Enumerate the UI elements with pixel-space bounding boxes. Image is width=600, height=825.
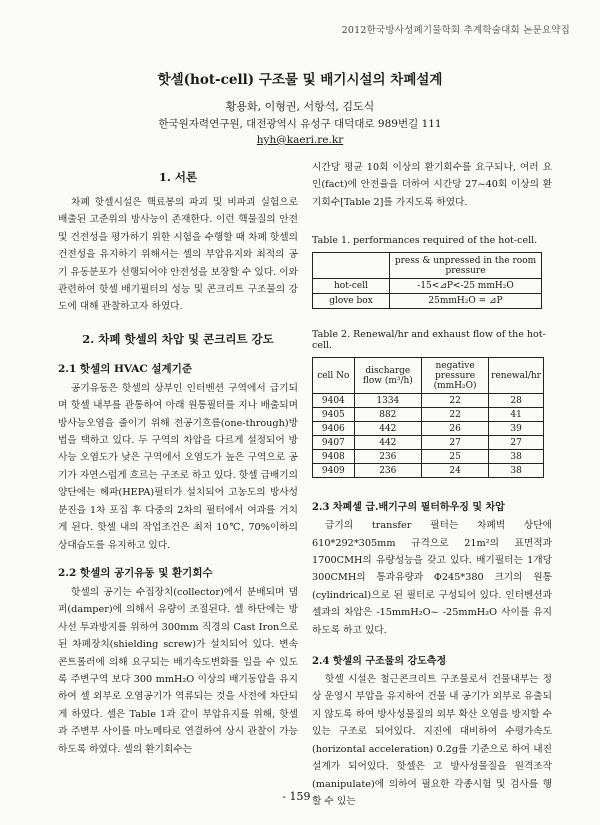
running-header: 2012한국방사성폐기물학회 추계학술대회 논문요약집 bbox=[341, 25, 570, 36]
table-2-caption: Table 2. Renewal/hr and exhaust flow of the hot-cell. bbox=[312, 329, 546, 352]
table-cell: 236 bbox=[354, 464, 421, 478]
affiliation: 한국원자력연구원, 대전광역시 유성구 대덕대로 989번길 111 bbox=[158, 118, 442, 130]
table-cell: 24 bbox=[421, 464, 488, 478]
table-cell: 27 bbox=[489, 436, 544, 450]
table-header-cell: cell No bbox=[313, 358, 355, 394]
table-cell: 22 bbox=[421, 408, 488, 422]
table-cell: 882 bbox=[354, 408, 421, 422]
table-row bbox=[313, 464, 544, 478]
section-2-3-heading: 2.3 차폐셀 급.배기구의 필터하우징 및 차압 bbox=[312, 502, 505, 514]
table-cell: 236 bbox=[354, 450, 421, 464]
table-cell: glove box bbox=[313, 294, 390, 309]
section-2-heading: 2. 차폐 핫셀의 차압 및 콘크리트 강도 bbox=[82, 331, 274, 346]
table-row bbox=[313, 279, 542, 294]
continued-text: 시간당 평균 10회 이상의 환기회수를 요구되나, 여러 요인(fact)에 안전율을 더하여 시간당 27~40회 이상의 환기회수[Table 2]를 가지도록 하였다. bbox=[312, 162, 552, 208]
table-header-cell: negative pressure (mmH₂O) bbox=[421, 358, 488, 394]
section-2-1-text: 공기유동은 핫셀의 상부인 인터벤션 구역에서 급기되며 핫셀 내부를 관통하여 아래 원통필터를 지나 배출되며 방사능오염을 줄이기 위해 전공기흐름(one-through)방법을 택하고 있다. 두 구역의 차압을 다르게 설정되어 방사능 오염도가 낮은 구역에서 오염도가 높은 구역으로 공기가 자연스럽게 흐르는 구조로 하고 있다. 핫셀 급배기의 양단에는 헤파(HEPA)필터가 설치되어 고농도의 방사성 분진을 1차 포집 후 다중의 2차의 필터에서 여과를 거치게 된다. 핫셀 내의 작업조건은 최저 10℃, 70%이하의 상대습도를 유지하고 있다. bbox=[58, 382, 298, 551]
table-row bbox=[313, 294, 542, 309]
table-cell: 9409 bbox=[313, 464, 355, 478]
table-row bbox=[313, 436, 544, 450]
table-header-cell: press & unpressed in the room pressure bbox=[390, 253, 542, 279]
table-header-cell: discharge flow (m³/h) bbox=[354, 358, 421, 394]
table-row bbox=[313, 450, 544, 464]
author-email[interactable]: hyh@kaeri.re.kr bbox=[256, 134, 344, 146]
table-row bbox=[313, 394, 544, 408]
section-2-4-heading: 2.4 핫셀의 구조물의 강도측정 bbox=[312, 656, 447, 668]
table-cell: 442 bbox=[354, 422, 421, 436]
table-cell: 28 bbox=[489, 394, 544, 408]
table-cell: 26 bbox=[421, 422, 488, 436]
section-2-2-heading: 2.2 핫셀의 공기유동 및 환기회수 bbox=[58, 566, 213, 579]
page-number: - 159 - bbox=[282, 790, 318, 803]
table-cell: 9406 bbox=[313, 422, 355, 436]
table-header-row bbox=[313, 358, 544, 394]
table-cell: 9408 bbox=[313, 450, 355, 464]
right-column bbox=[312, 150, 552, 810]
author-list: 황용화, 이형권, 서항석, 김도식 bbox=[225, 100, 375, 113]
table-cell: 25 bbox=[421, 450, 488, 464]
section-2-3-text: 급기의 transfer 필터는 차폐벽 상단에 610*292*305mm 규격으로 21m²의 표면적과 1700CMH의 유량성능을 갖고 있다. 배기필터는 1개당 300CMH의 통과유량과 Φ245*380 크기의 원통(cylindrical)으로 된 필터로 구성되어 있다. 인터벤션과 셀과의 차압은 -15mmH₂O~ -25mmH₂O 사이를 유지하도록 하고 있다. bbox=[312, 520, 552, 636]
table-cell: -15<⊿P<-25 mmH₂O bbox=[390, 279, 542, 294]
section-1-heading: 1. 서론 bbox=[158, 170, 198, 184]
table-cell: hot-cell bbox=[313, 279, 390, 294]
table-cell: 9405 bbox=[313, 408, 355, 422]
table-cell: 41 bbox=[489, 408, 544, 422]
section-1-text: 차폐 핫셀시설은 핵료봉의 파괴 및 비파괴 실험으로 배출된 고준위의 방사능이 존재한다. 이런 핵물질의 안전 및 건전성을 평가하기 위한 시험을 수행할 때 차폐 핫셀의 건전성을 유지하기 위해서는 셀의 부압유지와 최적의 공기 유동분포가 선행되어야 안전성을 보장할 수 있다. 이와 관련하여 핫셀 배기필터의 성능 및 콘크리트 구조물의 강도에 대해 관찰하고자 하였다. bbox=[58, 197, 298, 313]
section-2-2-text: 핫셀의 공기는 수집장치(collector)에서 분배되며 댐퍼(damper)에 의해서 유량이 조절된다. 셀 하단에는 방사선 투과방지를 위하여 300mm 직경의 Cast Iron으로 된 차폐장치(shielding screw)가 설치되어 있다. 변속 콘트롤러에 의해 요구되는 배기속도변화를 일을 수 있도록 주변구역 보다 300 mmH₂O 이상의 배기동압을 유지하여 셀 외부로 오염공기가 역류되는 것을 사전에 차단되게 하였다. 셀은 Table 1과 같이 부압유지를 위해, 핫셀과 주변부 사이를 마노메타로 연결하여 상시 관찰이 가능하도록 하였다. 셀의 환기회수는 bbox=[58, 586, 298, 755]
section-2-1-heading: 2.1 핫셀의 HVAC 설계기준 bbox=[58, 362, 192, 375]
table-cell: 9407 bbox=[313, 436, 355, 450]
table-cell: 442 bbox=[354, 436, 421, 450]
table-cell: 38 bbox=[489, 450, 544, 464]
table-1-caption: Table 1. performances required of the hot-cell. bbox=[312, 235, 538, 247]
paper-title: 핫셀(hot-cell) 구조물 및 배기시설의 차폐설계 bbox=[157, 72, 443, 88]
table-cell: 22 bbox=[421, 394, 488, 408]
table-cell: 27 bbox=[421, 436, 488, 450]
left-column bbox=[58, 150, 298, 758]
table-2 bbox=[312, 357, 544, 478]
table-cell: 39 bbox=[489, 422, 544, 436]
table-cell: 1334 bbox=[354, 394, 421, 408]
table-cell: 25mmH₂O = ⊿P bbox=[390, 294, 542, 309]
table-1 bbox=[312, 252, 542, 309]
table-cell: 9404 bbox=[313, 394, 355, 408]
table-header-cell: renewal/hr bbox=[489, 358, 544, 394]
section-2-4-text: 핫셀 시설은 철근콘크리트 구조물로서 건물내부는 정상 운영시 부압을 유지하여 건물 내 공기가 외부로 유출되지 않도록 하여 방사성물질의 외부 확산 오염을 방지할 수 있는 구조로 되어있다. 지진에 대비하여 수평가속도(horizontal acceleration) 0.2g를 기준으로 하여 내진설계가 되어있다. 핫셀은 고 방사성물질을 원격조작(manipulate)에 의하여 필요한 각종시험 및 검사를 행할 수 있는 bbox=[312, 674, 552, 807]
table-row bbox=[313, 408, 544, 422]
table-row bbox=[313, 422, 544, 436]
table-cell bbox=[313, 253, 390, 279]
table-cell: 38 bbox=[489, 464, 544, 478]
